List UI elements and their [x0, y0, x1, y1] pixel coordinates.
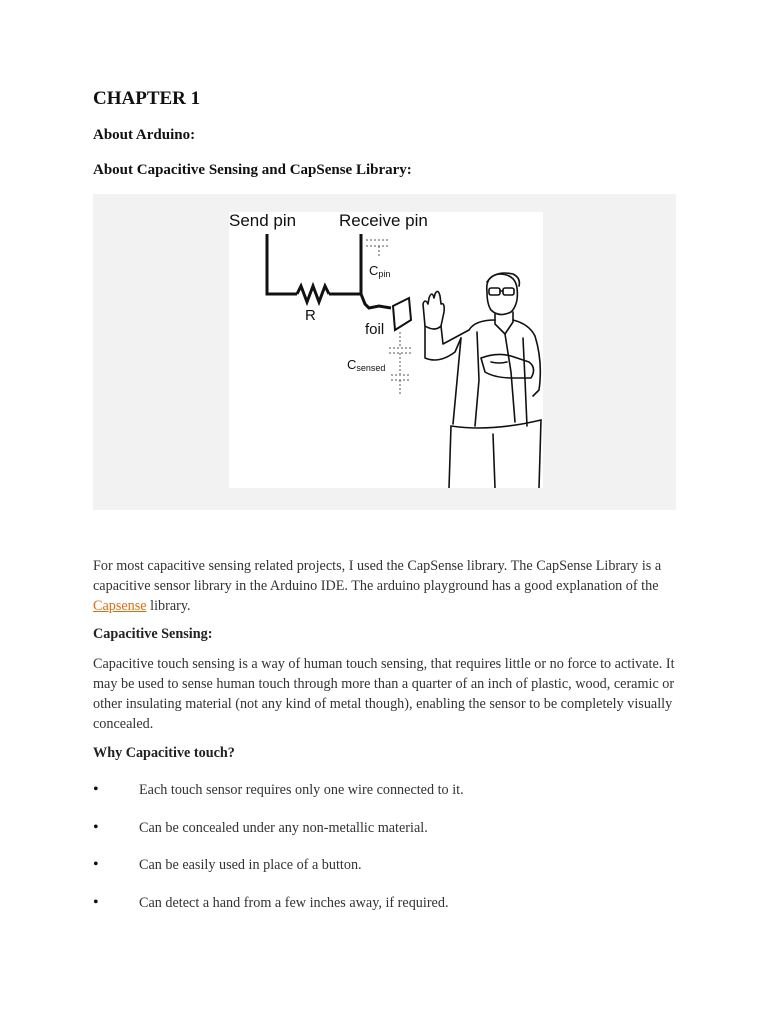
circuit-illustration — [229, 212, 543, 488]
heading-why-capacitive: Why Capacitive touch? — [93, 745, 235, 761]
list-item — [93, 818, 676, 856]
csensed-c: C — [347, 357, 357, 372]
cpin-sub: pin — [378, 269, 391, 279]
send-pin-label: Send pin — [229, 212, 297, 230]
para1-text-after: library. — [146, 598, 191, 614]
capsense-intro-paragraph — [93, 556, 676, 616]
csensed-capacitor — [389, 332, 411, 394]
chapter-title: CHAPTER 1 — [93, 88, 201, 109]
capsense-link[interactable]: Capsense — [93, 598, 147, 614]
list-item-text: Each touch sensor requires only one wire connected to it. — [139, 782, 464, 798]
cpin-c: C — [369, 263, 379, 278]
list-item — [93, 855, 676, 893]
receive-pin-label: Receive pin — [339, 212, 428, 230]
list-item-text: Can be concealed under any non-metallic material. — [139, 819, 428, 836]
capacitive-sensing-paragraph: Capacitive touch sensing is a way of human touch sensing, that requires little or no force to activate. It may be used to sense human touch through more than a quarter of an inch of plastic, wood, ceramic or other insulating material (not any kind of metal though), enabling the sensor to be completely visually concealed. — [93, 656, 675, 732]
list-item-text: Can be easily used in place of a button. — [139, 857, 362, 873]
csensed-label — [347, 357, 385, 373]
list-item — [93, 893, 676, 931]
person-illustration — [423, 273, 541, 488]
list-item — [93, 780, 676, 818]
cpin-label — [369, 263, 390, 279]
capsense-diagram — [229, 212, 543, 488]
bullet-icon: • — [93, 856, 99, 873]
heading-about-capsense: About Capacitive Sensing and CapSense Library: — [93, 162, 412, 178]
csensed-sub: sensed — [356, 363, 386, 373]
list-item-text: Can detect a hand from a few inches away, if required. — [139, 894, 449, 911]
capsense-figure — [93, 194, 676, 510]
foil-plate — [393, 298, 411, 330]
benefits-list — [93, 780, 676, 930]
resistor-label: R — [305, 307, 316, 324]
bullet-icon: • — [93, 781, 99, 798]
heading-capacitive-sensing: Capacitive Sensing: — [93, 626, 213, 642]
cpin-capacitor — [366, 240, 389, 256]
foil-label: foil — [365, 321, 385, 338]
para1-text-before: For most capacitive sensing related projects, I used the CapSense library. The CapSense Library is a capacitive sensor library in the Arduino IDE. The arduino playground has a good explanation of the — [93, 558, 662, 594]
resistor-zigzag — [297, 286, 329, 302]
bullet-icon: • — [93, 818, 99, 836]
heading-about-arduino: About Arduino: — [93, 127, 196, 143]
bullet-icon: • — [93, 893, 99, 911]
